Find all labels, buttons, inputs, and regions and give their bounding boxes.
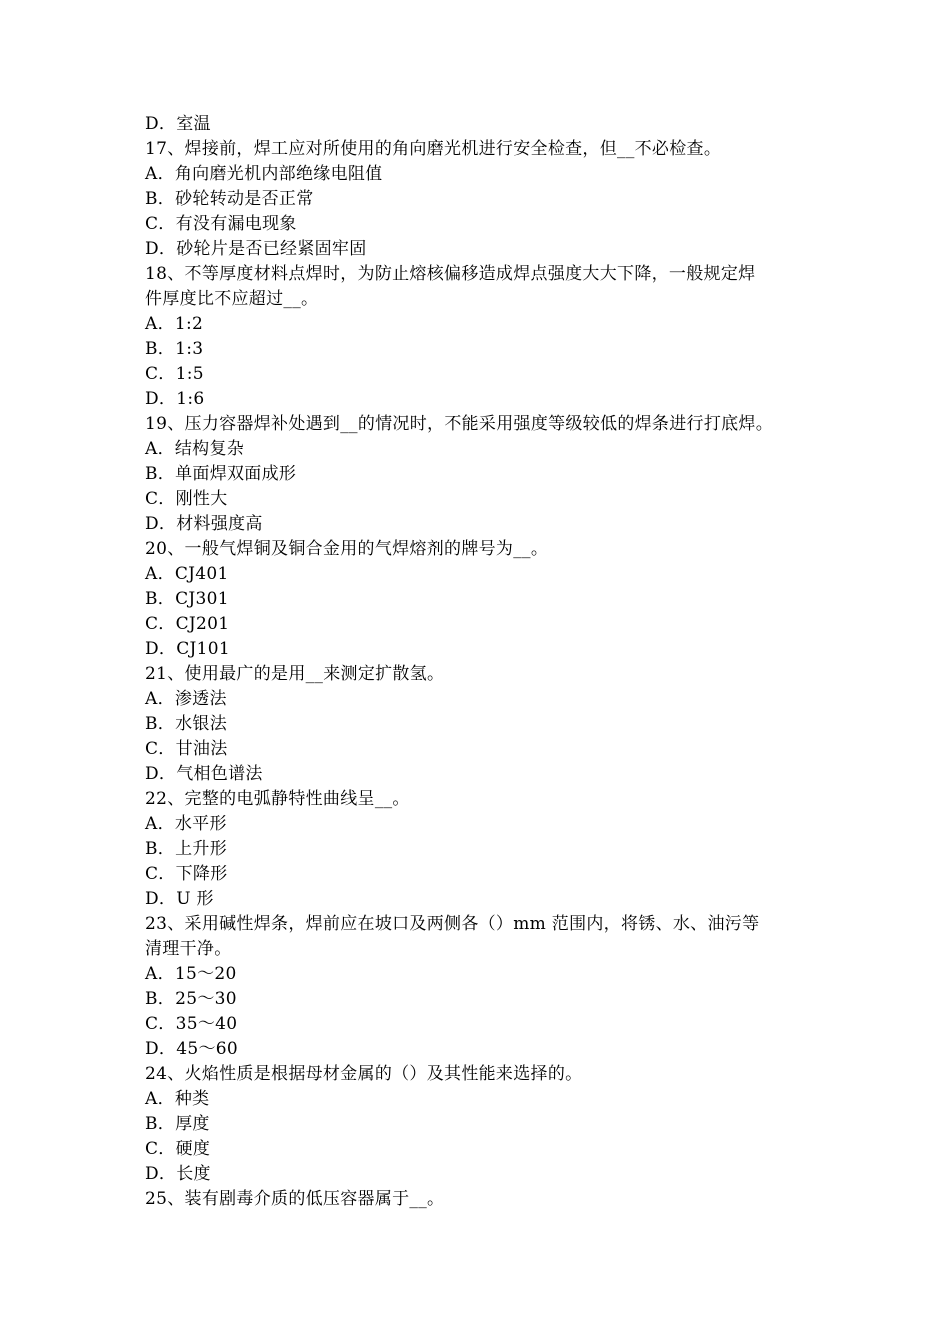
question-line: 17、焊接前，焊工应对所使用的角向磨光机进行安全检查，但__不必检查。 (145, 139, 722, 159)
question-list (145, 112, 815, 1212)
question-line: 件厚度比不应超过__。 (145, 289, 319, 309)
option-line: C．刚性大 (145, 489, 228, 509)
option-line: D．气相色谱法 (145, 764, 263, 784)
option-line: A．渗透法 (145, 689, 227, 709)
option-line: B．1:3 (145, 339, 204, 359)
question-line: 25、装有剧毒介质的低压容器属于__。 (145, 1189, 445, 1209)
option-line: D．长度 (145, 1164, 211, 1184)
option-line: C．1:5 (145, 364, 204, 384)
option-line: B．25～30 (145, 989, 237, 1009)
option-line: D．CJ101 (145, 639, 230, 659)
option-line: D．室温 (145, 114, 211, 134)
option-line: A．结构复杂 (145, 439, 245, 459)
option-line: B．厚度 (145, 1114, 210, 1134)
option-line: D．U 形 (145, 889, 214, 909)
option-line: C．有没有漏电现象 (145, 214, 297, 234)
option-line: D．45～60 (145, 1039, 238, 1059)
option-line: D．材料强度高 (145, 514, 263, 534)
question-line: 22、完整的电弧静特性曲线呈__。 (145, 789, 410, 809)
option-line: D．1:6 (145, 389, 205, 409)
question-line: 18、不等厚度材料点焊时，为防止熔核偏移造成焊点强度大大下降，一般规定焊 (145, 264, 756, 284)
question-line: 21、使用最广的是用__来测定扩散氢。 (145, 664, 445, 684)
option-line: B．水银法 (145, 714, 227, 734)
question-line: 20、一般气焊铜及铜合金用的气焊熔剂的牌号为__。 (145, 539, 549, 559)
question-line: 24、火焰性质是根据母材金属的（）及其性能来选择的。 (145, 1064, 583, 1084)
option-line: D．砂轮片是否已经紧固牢固 (145, 239, 367, 259)
option-line: B．砂轮转动是否正常 (145, 189, 314, 209)
option-line: A．种类 (145, 1089, 210, 1109)
question-line: 清理干净。 (145, 939, 232, 959)
option-line: C．35～40 (145, 1014, 238, 1034)
option-line: A．15～20 (145, 964, 237, 984)
option-line: C．下降形 (145, 864, 228, 884)
option-line: B．单面焊双面成形 (145, 464, 297, 484)
option-line: A．角向磨光机内部绝缘电阻值 (145, 164, 383, 184)
question-line: 19、压力容器焊补处遇到__的情况时，不能采用强度等级较低的焊条进行打底焊。 (145, 414, 774, 434)
option-line: A．CJ401 (145, 564, 229, 584)
option-line: A．水平形 (145, 814, 227, 834)
option-line: C．甘油法 (145, 739, 228, 759)
option-line: A．1:2 (145, 314, 204, 334)
option-line: B．CJ301 (145, 589, 229, 609)
question-line: 23、采用碱性焊条，焊前应在坡口及两侧各（）mm 范围内，将锈、水、油污等 (145, 914, 760, 934)
option-line: C．CJ201 (145, 614, 230, 634)
option-line: B．上升形 (145, 839, 227, 859)
option-line: C．硬度 (145, 1139, 211, 1159)
